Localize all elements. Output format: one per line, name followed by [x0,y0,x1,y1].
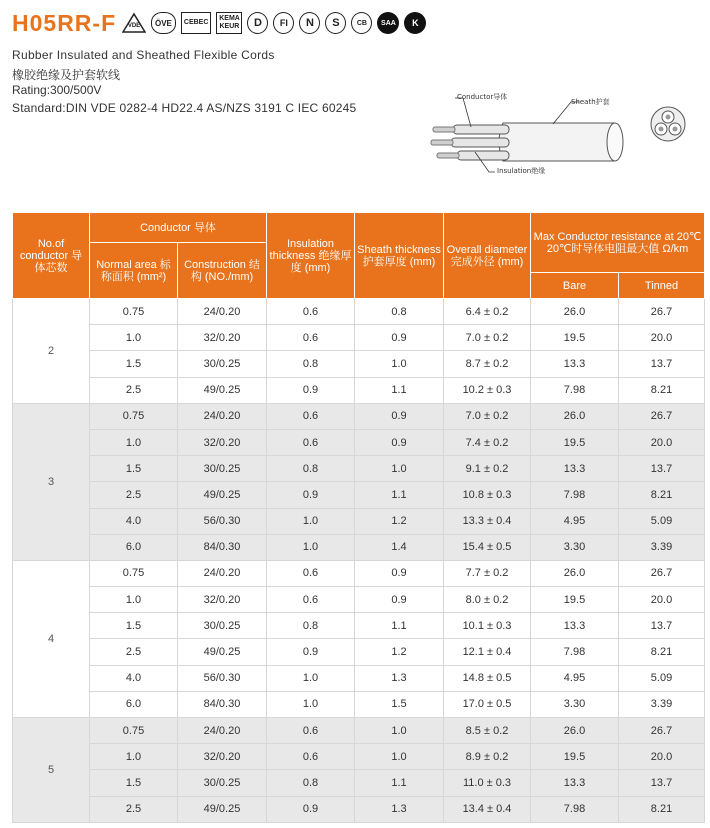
cell-area: 0.75 [90,403,178,429]
table-row [13,691,705,717]
cell-bare: 19.5 [531,744,619,770]
cell-sheath: 1.1 [355,377,444,403]
cell-bare: 13.3 [531,613,619,639]
cell-area: 6.0 [90,691,178,717]
table-row [13,744,705,770]
cell-bare: 13.3 [531,351,619,377]
cell-insulation: 0.6 [267,325,355,351]
s-mark-icon: S [325,12,346,34]
cell-insulation: 0.8 [267,770,355,796]
cell-diameter: 12.1 ± 0.4 [444,639,531,665]
cell-diameter: 8.9 ± 0.2 [444,744,531,770]
cell-bare: 19.5 [531,325,619,351]
cell-tinned: 8.21 [619,639,705,665]
table-row [13,534,705,560]
subtitle-chinese: 橡胶绝缘及护套软线 [12,68,121,82]
product-title: H05RR-F [12,10,117,36]
cell-bare: 26.0 [531,403,619,429]
cell-sheath: 0.9 [355,429,444,455]
k-mark-icon: K [404,12,426,34]
header-construction: Construction 结构 (NO./mm) [178,243,267,299]
cell-insulation: 0.6 [267,587,355,613]
cell-construction: 84/0.30 [178,691,267,717]
table-row [13,351,705,377]
cell-insulation: 0.9 [267,639,355,665]
table-row [13,508,705,534]
cell-tinned: 8.21 [619,377,705,403]
cell-sheath: 1.3 [355,796,444,822]
cell-diameter: 7.0 ± 0.2 [444,325,531,351]
cell-area: 1.5 [90,351,178,377]
cell-sheath: 0.8 [355,299,444,325]
cell-sheath: 0.9 [355,587,444,613]
cell-bare: 7.98 [531,796,619,822]
cell-tinned: 8.21 [619,482,705,508]
cell-construction: 49/0.25 [178,639,267,665]
conductor-count-cell: 4 [13,560,90,717]
cell-bare: 19.5 [531,429,619,455]
cell-construction: 30/0.25 [178,613,267,639]
cell-bare: 7.98 [531,639,619,665]
cell-construction: 84/0.30 [178,534,267,560]
cell-insulation: 0.9 [267,377,355,403]
cell-bare: 3.30 [531,534,619,560]
cell-insulation: 1.0 [267,508,355,534]
table-row [13,560,705,586]
cell-tinned: 26.7 [619,403,705,429]
cell-diameter: 6.4 ± 0.2 [444,299,531,325]
cell-tinned: 26.7 [619,718,705,744]
cell-area: 1.0 [90,587,178,613]
header-conductor-count: No.of conductor 导体芯数 [13,213,90,299]
cell-diameter: 13.4 ± 0.4 [444,796,531,822]
cell-area: 1.5 [90,456,178,482]
cell-construction: 49/0.25 [178,377,267,403]
cell-sheath: 1.3 [355,665,444,691]
table-row [13,665,705,691]
cell-area: 0.75 [90,560,178,586]
cell-tinned: 3.39 [619,534,705,560]
cell-construction: 32/0.20 [178,744,267,770]
header-bare: Bare [531,273,619,299]
cell-construction: 24/0.20 [178,560,267,586]
insulation-label: Insulation绝缘 [497,167,546,175]
table-row [13,456,705,482]
cell-insulation: 0.8 [267,456,355,482]
cell-insulation: 0.8 [267,613,355,639]
cell-construction: 30/0.25 [178,770,267,796]
cell-diameter: 7.7 ± 0.2 [444,560,531,586]
cell-tinned: 26.7 [619,560,705,586]
ove-mark-icon: ÖVE [151,12,176,34]
table-row [13,639,705,665]
cell-tinned: 20.0 [619,429,705,455]
cell-diameter: 11.0 ± 0.3 [444,770,531,796]
cell-bare: 19.5 [531,587,619,613]
cell-area: 2.5 [90,796,178,822]
table-row [13,587,705,613]
cell-diameter: 10.1 ± 0.3 [444,613,531,639]
cell-diameter: 15.4 ± 0.5 [444,534,531,560]
cell-diameter: 10.2 ± 0.3 [444,377,531,403]
cell-area: 2.5 [90,377,178,403]
cb-mark-icon: CB [351,12,372,34]
cell-bare: 4.95 [531,665,619,691]
cell-tinned: 20.0 [619,325,705,351]
cell-sheath: 1.2 [355,508,444,534]
cell-diameter: 17.0 ± 0.5 [444,691,531,717]
table-row [13,377,705,403]
cell-tinned: 3.39 [619,691,705,717]
d-mark-icon: D [247,12,268,34]
cell-area: 1.0 [90,429,178,455]
cell-construction: 32/0.20 [178,587,267,613]
cell-insulation: 0.9 [267,482,355,508]
cell-diameter: 14.8 ± 0.5 [444,665,531,691]
cell-area: 1.0 [90,325,178,351]
cell-insulation: 0.6 [267,299,355,325]
cell-area: 2.5 [90,482,178,508]
cell-construction: 30/0.25 [178,351,267,377]
cell-tinned: 5.09 [619,508,705,534]
table-row [13,796,705,822]
cell-insulation: 0.6 [267,718,355,744]
cell-bare: 26.0 [531,560,619,586]
cell-bare: 3.30 [531,691,619,717]
cell-diameter: 10.8 ± 0.3 [444,482,531,508]
cell-area: 0.75 [90,718,178,744]
cell-bare: 13.3 [531,456,619,482]
cell-bare: 7.98 [531,482,619,508]
conductor-count-cell: 5 [13,718,90,823]
cell-sheath: 1.5 [355,691,444,717]
cell-insulation: 1.0 [267,691,355,717]
cell-insulation: 0.6 [267,744,355,770]
cell-sheath: 1.2 [355,639,444,665]
conductor-count-cell: 2 [13,299,90,404]
cell-insulation: 0.6 [267,403,355,429]
cell-sheath: 1.0 [355,351,444,377]
cell-tinned: 26.7 [619,299,705,325]
cell-sheath: 0.9 [355,403,444,429]
conductor-label: Conductor导体 [457,93,508,101]
table-row [13,403,705,429]
cell-diameter: 8.7 ± 0.2 [444,351,531,377]
standard-text: Standard:DIN VDE 0282-4 HD22.4 AS/NZS 3191 C IEC 60245 [12,101,357,115]
table-row [13,325,705,351]
cell-construction: 32/0.20 [178,325,267,351]
cell-insulation: 0.9 [267,796,355,822]
cell-sheath: 1.0 [355,456,444,482]
cell-sheath: 1.0 [355,744,444,770]
cell-sheath: 1.1 [355,482,444,508]
cell-sheath: 1.4 [355,534,444,560]
cell-bare: 13.3 [531,770,619,796]
certification-marks [122,12,426,34]
cell-sheath: 0.9 [355,560,444,586]
table-row [13,429,705,455]
cell-area: 1.5 [90,770,178,796]
cell-area: 2.5 [90,639,178,665]
cell-diameter: 9.1 ± 0.2 [444,456,531,482]
cell-construction: 24/0.20 [178,299,267,325]
fi-mark-icon: FI [273,12,294,34]
cell-bare: 26.0 [531,718,619,744]
subtitle-english: Rubber Insulated and Sheathed Flexible Cords [12,48,275,62]
cell-sheath: 0.9 [355,325,444,351]
cell-diameter: 7.0 ± 0.2 [444,403,531,429]
cell-tinned: 13.7 [619,351,705,377]
cell-tinned: 20.0 [619,744,705,770]
cell-insulation: 0.6 [267,560,355,586]
cell-construction: 49/0.25 [178,796,267,822]
cebec-mark-icon: CEBEC [181,12,212,34]
cell-insulation: 1.0 [267,534,355,560]
cell-construction: 24/0.20 [178,718,267,744]
cable-end-view-icon [651,107,685,141]
header-insulation-thickness: Insulation thickness 绝缘厚度 (mm) [267,213,355,299]
cell-diameter: 8.0 ± 0.2 [444,587,531,613]
header-normal-area: Normal area 标称面积 (mm²) [90,243,178,299]
header-max-resistance: Max Conductor resistance at 20℃ 20℃时导体电阻最大值 Ω/km [531,213,705,273]
saa-mark-icon: SAA [377,12,399,34]
table-row [13,770,705,796]
cell-diameter: 13.3 ± 0.4 [444,508,531,534]
cell-tinned: 13.7 [619,613,705,639]
table-row [13,482,705,508]
cell-construction: 56/0.30 [178,665,267,691]
cell-area: 6.0 [90,534,178,560]
cell-construction: 24/0.20 [178,403,267,429]
conductor-count-cell: 3 [13,403,90,560]
cell-sheath: 1.0 [355,718,444,744]
cell-insulation: 1.0 [267,665,355,691]
header-overall-diameter: Overall diameter 完成外径 (mm) [444,213,531,299]
cell-bare: 4.95 [531,508,619,534]
n-mark-icon: N [299,12,320,34]
cell-construction: 56/0.30 [178,508,267,534]
cell-tinned: 20.0 [619,587,705,613]
cell-area: 4.0 [90,508,178,534]
cell-construction: 30/0.25 [178,456,267,482]
cell-sheath: 1.1 [355,613,444,639]
cell-area: 4.0 [90,665,178,691]
cell-construction: 49/0.25 [178,482,267,508]
cell-insulation: 0.8 [267,351,355,377]
cell-tinned: 13.7 [619,456,705,482]
cell-tinned: 5.09 [619,665,705,691]
cell-area: 1.0 [90,744,178,770]
cell-bare: 7.98 [531,377,619,403]
header-conductor-group: Conductor 导体 [90,213,267,243]
kema-keur-mark-icon: KEMA KEUR [216,12,242,34]
header-sheath-thickness: Sheath thickness 护套厚度 (mm) [355,213,444,299]
header-tinned: Tinned [619,273,705,299]
cell-area: 0.75 [90,299,178,325]
sheath-label: Sheath护套 [571,98,610,106]
table-row [13,718,705,744]
table-row [13,299,705,325]
vde-mark-icon: VDE [122,12,146,34]
cell-diameter: 7.4 ± 0.2 [444,429,531,455]
specification-table [12,212,705,823]
cell-tinned: 13.7 [619,770,705,796]
cell-bare: 26.0 [531,299,619,325]
cable-cross-section-diagram [425,88,705,180]
cell-insulation: 0.6 [267,429,355,455]
table-row [13,613,705,639]
rating-text: Rating:300/500V [12,83,102,97]
cell-area: 1.5 [90,613,178,639]
cell-sheath: 1.1 [355,770,444,796]
cell-diameter: 8.5 ± 0.2 [444,718,531,744]
cell-construction: 32/0.20 [178,429,267,455]
cell-tinned: 8.21 [619,796,705,822]
